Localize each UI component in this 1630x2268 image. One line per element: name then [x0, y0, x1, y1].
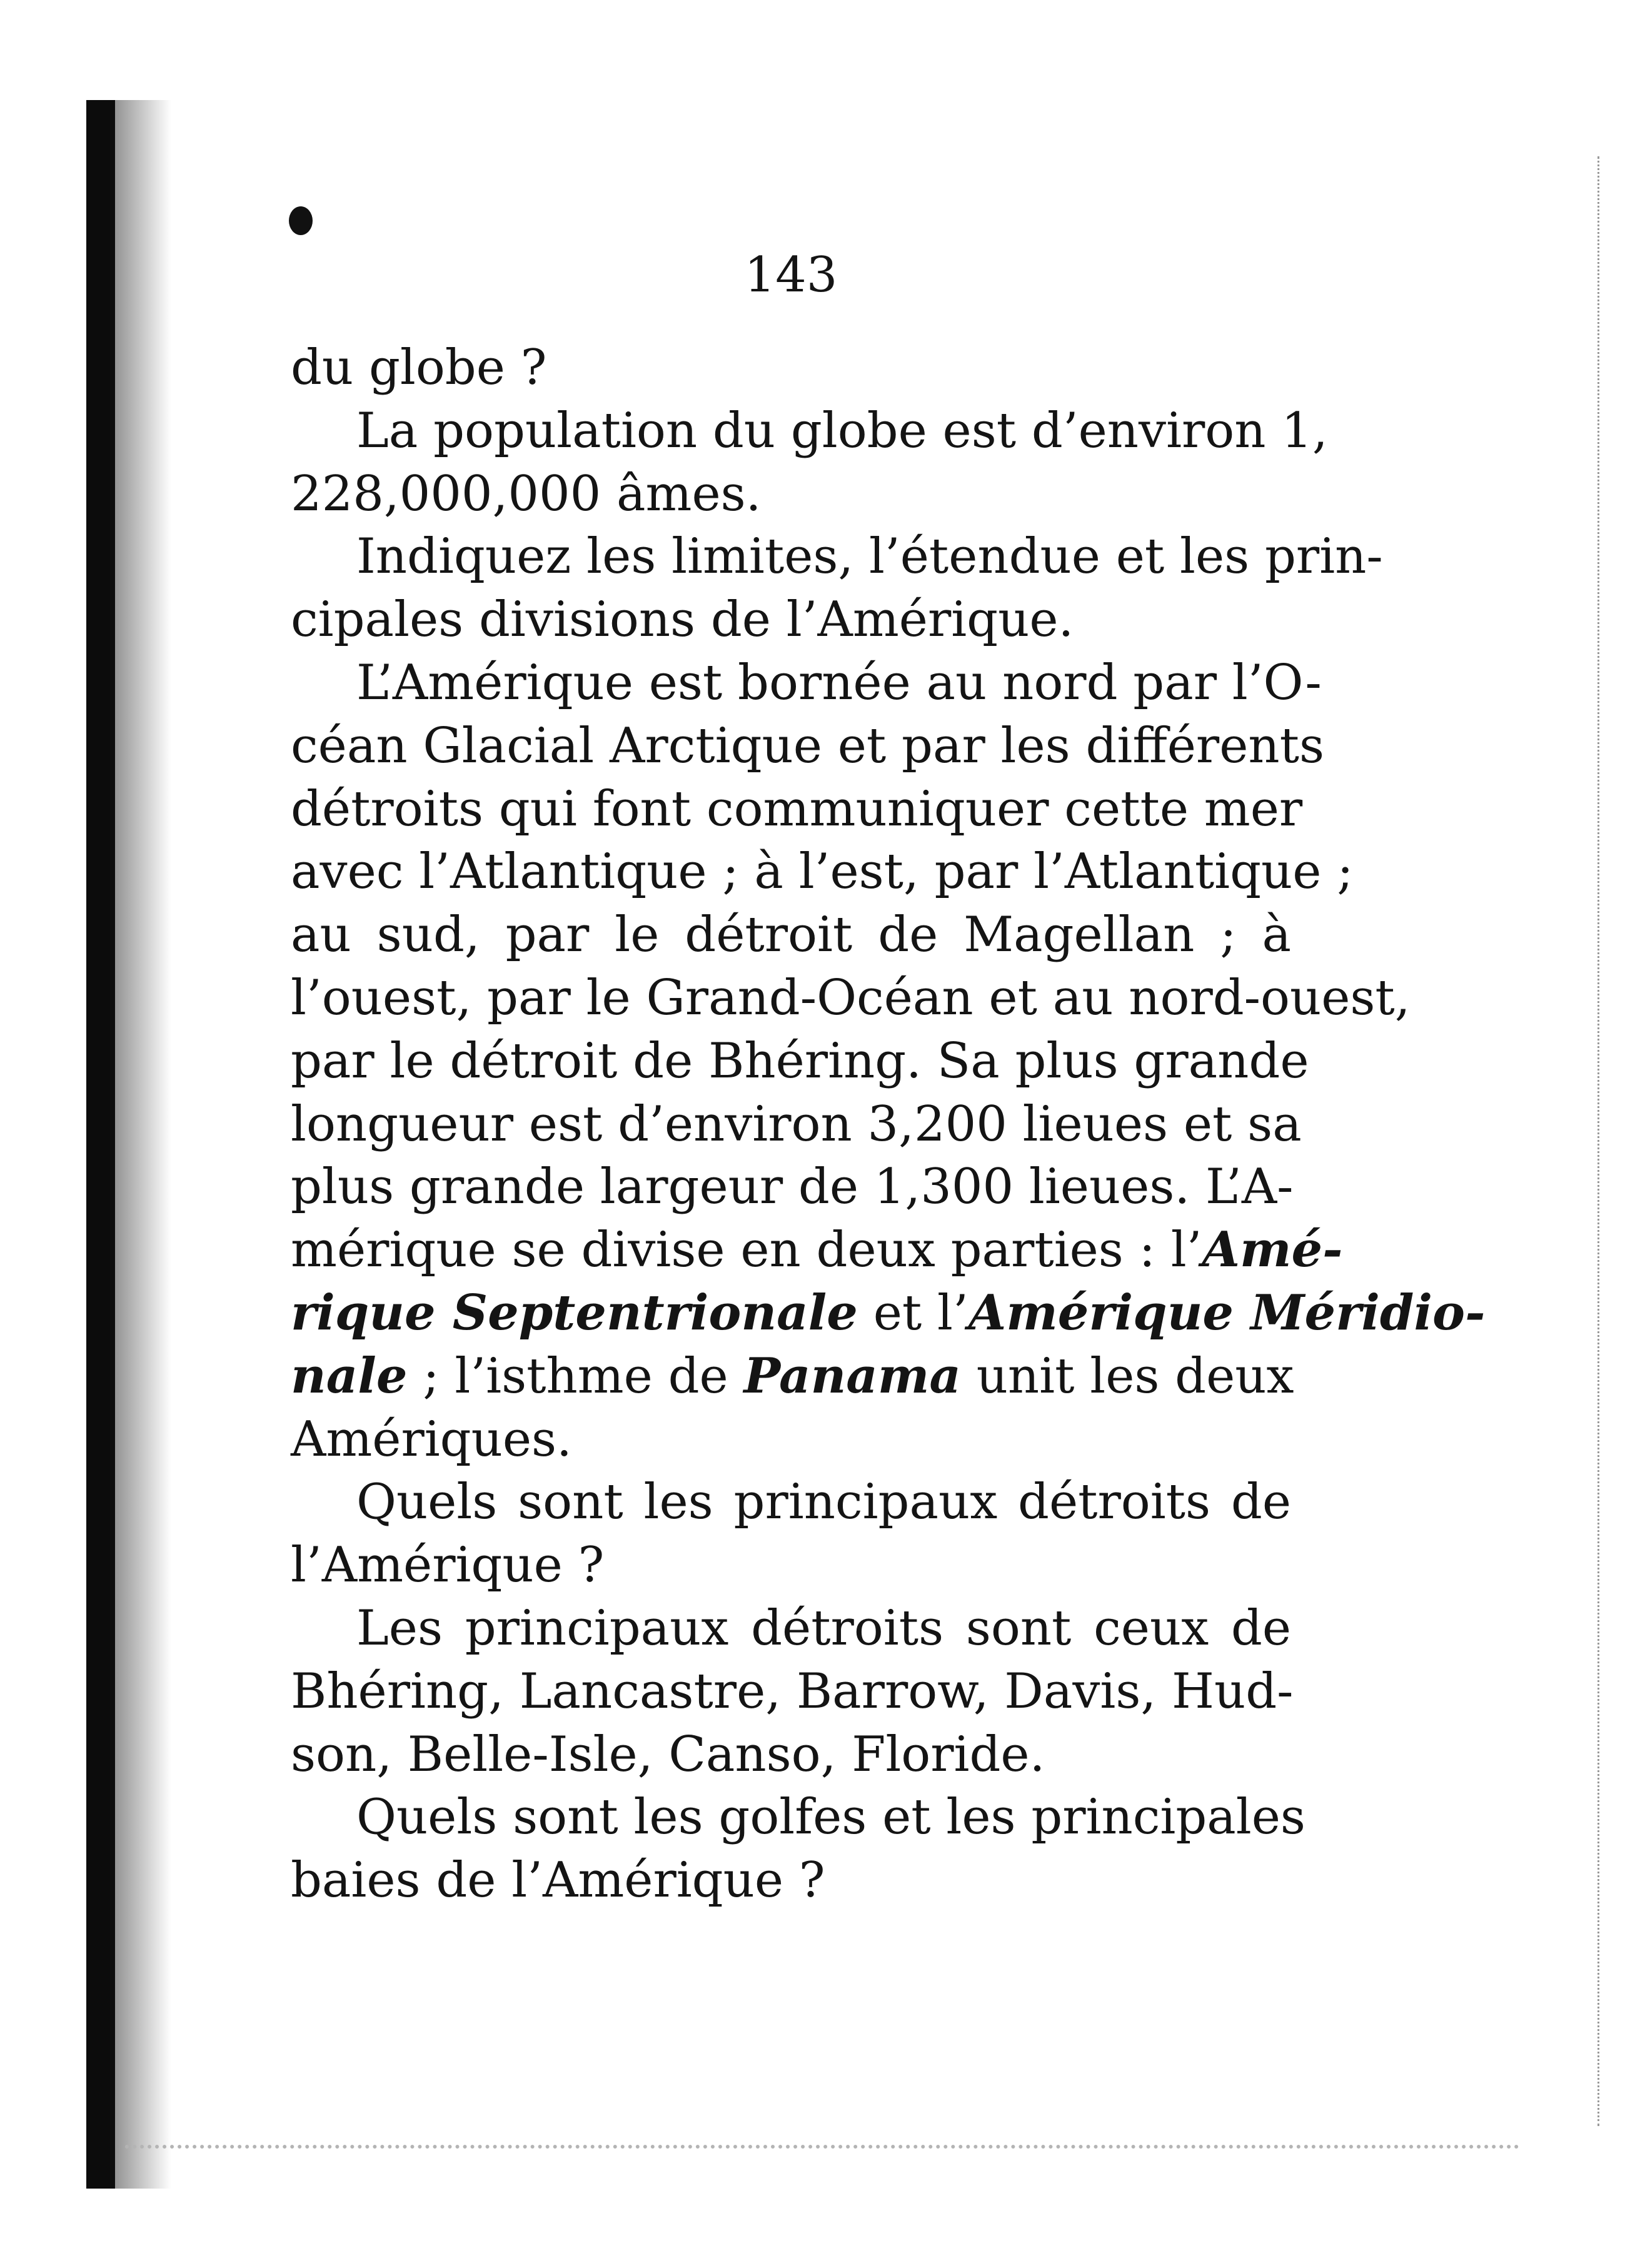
text-segment: ; l’isthme de [407, 1348, 744, 1404]
italic-term: nale [291, 1347, 408, 1404]
text-line: L’Amérique est bornée au nord par l’O- [356, 654, 1322, 711]
italic-term: Amé- [1202, 1221, 1343, 1279]
text-line: du globe ? [291, 340, 547, 396]
text-line: détroits qui font communiquer cette mer [291, 780, 1303, 837]
bottom-speckle [125, 2145, 1519, 2192]
text-line: au sud, par le détroit de Magellan ; à [291, 907, 1291, 964]
binding-shadow [86, 100, 115, 2189]
text-line: Amériques. [291, 1411, 572, 1468]
question-line: baies de l’Amérique ? [291, 1852, 825, 1909]
text-line [291, 1345, 1294, 1408]
text-line: l’ouest, par le Grand-Océan et au nord-ouest, [291, 969, 1411, 1026]
italic-term: Amérique Méridio- [968, 1284, 1486, 1341]
text-segment: et l’ [857, 1284, 968, 1341]
binding-fade [115, 100, 171, 2189]
text-line: 228,000,000 âmes. [291, 465, 762, 522]
ink-dot [289, 206, 313, 235]
text-line: Bhéring, Lancastre, Barrow, Davis, Hud- [291, 1663, 1294, 1720]
question-line: Indiquez les limites, l’étendue et les prin- [356, 528, 1383, 585]
text-line: avec l’Atlantique ; à l’est, par l’Atlantique ; [291, 844, 1354, 900]
text-line: Les principaux détroits sont ceux de [356, 1600, 1291, 1656]
question-line: Quels sont les golfes et les principales [356, 1789, 1306, 1846]
text-segment: mérique se divise en deux parties : l’ [291, 1222, 1202, 1279]
question-line: cipales divisions de l’Amérique. [291, 592, 1074, 648]
italic-term: rique Septentrionale [291, 1284, 858, 1341]
text-line: céan Glacial Arctique et par les différents [291, 717, 1324, 774]
text-line: par le détroit de Bhéring. Sa plus grande [291, 1032, 1309, 1089]
text-line [291, 1219, 1343, 1282]
text-line: La population du globe est d’environ 1, [356, 402, 1328, 459]
text-line: longueur est d’environ 3,200 lieues et sa [291, 1096, 1302, 1152]
question-line: Quels sont les principaux détroits de [356, 1474, 1291, 1531]
italic-term: Panama [743, 1347, 961, 1404]
question-line: l’Amérique ? [291, 1537, 605, 1594]
page-number: 143 [744, 247, 838, 303]
text-segment: unit les deux [960, 1348, 1294, 1404]
text-line: plus grande largeur de 1,300 lieues. L’A- [291, 1159, 1294, 1216]
page-edge-speckle [1597, 156, 1603, 2126]
text-line: son, Belle-Isle, Canso, Floride. [291, 1726, 1045, 1783]
body-text [291, 336, 1486, 1912]
text-line [291, 1282, 1486, 1345]
